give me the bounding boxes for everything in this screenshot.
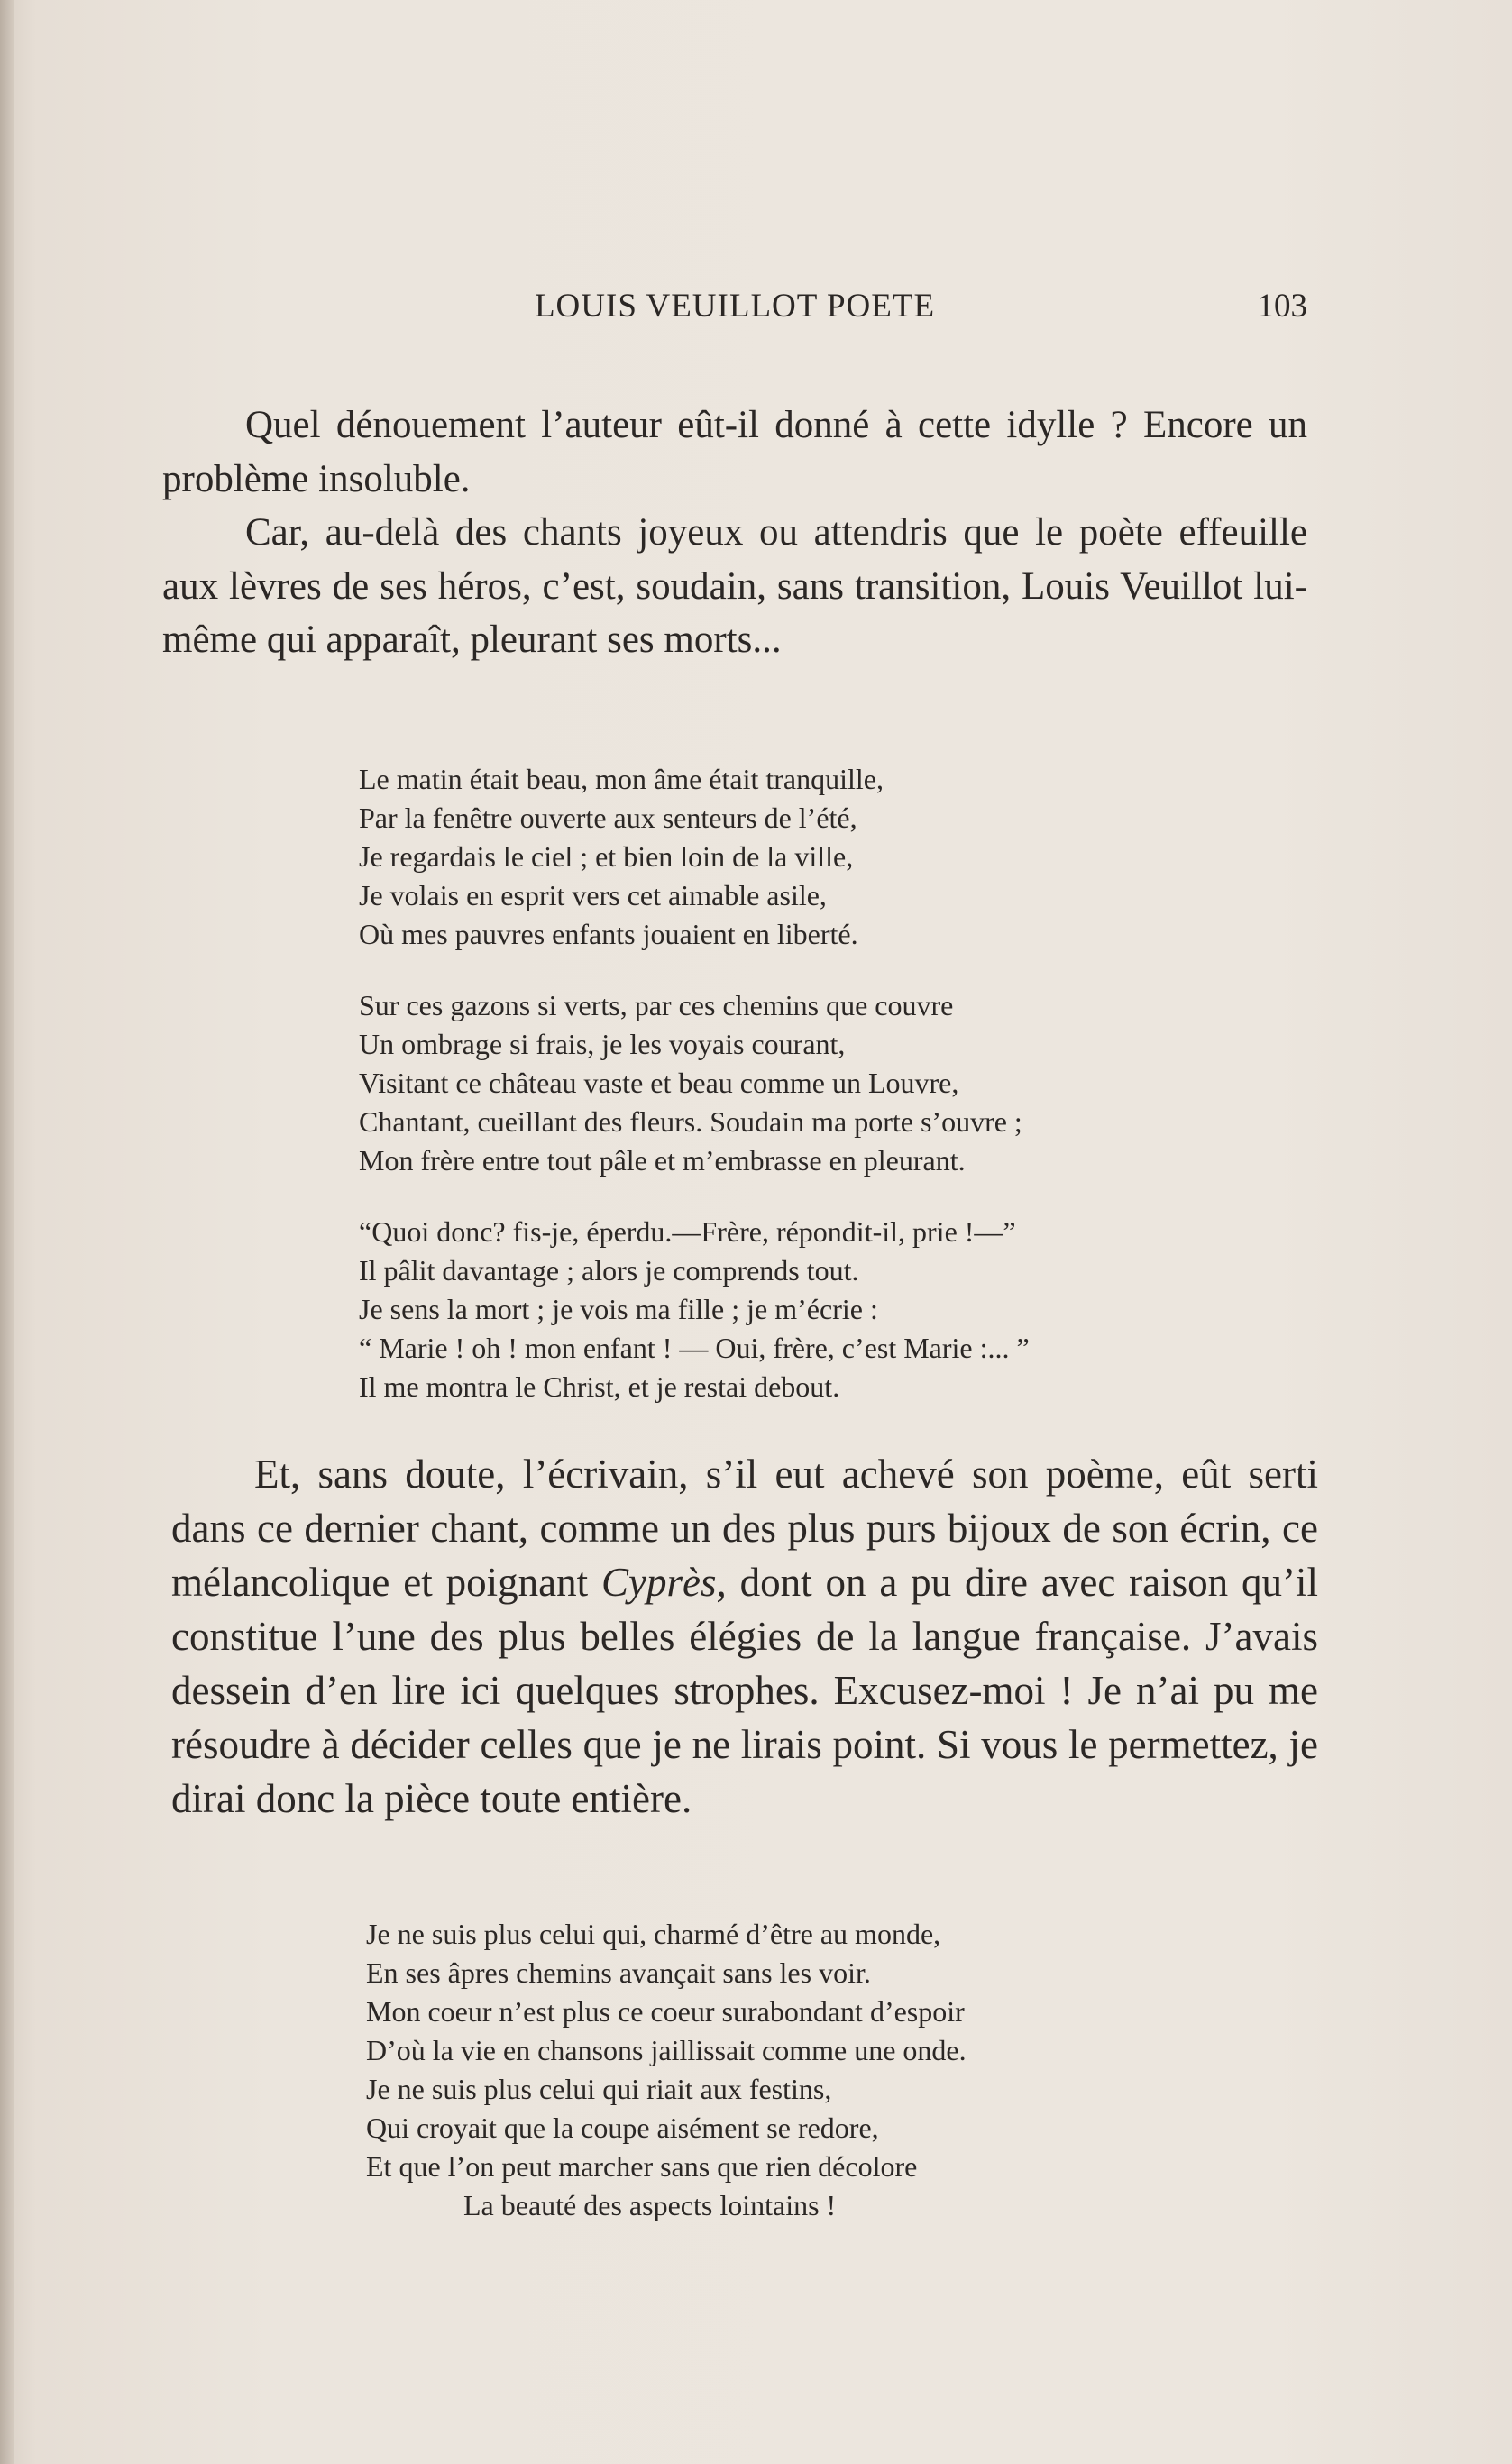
verse-line: Il pâlit davantage ; alors je comprends tout. [359, 1254, 859, 1287]
verse-line: Sur ces gazons si verts, par ces chemins que couvre [359, 989, 954, 1021]
paragraph-3-text-a: Et, sans doute, l’écrivain, s’il eut achevé son poème, eût serti dans ce dernier chant, comme un des plus purs bijoux de son écrin, ce mélancolique et poignant [171, 1452, 1318, 1605]
paragraph-3 [171, 1447, 1318, 1826]
verse-line: Qui croyait que la coupe aisément se redore, [366, 2111, 879, 2144]
verse-line: Il me montra le Christ, et je restai debout. [359, 1370, 840, 1403]
paragraph-3-text-b: dont on a pu dire avec raison qu’il constitue l’une des plus belles élégies de la langue française. J’avais dessein d’en lire ici quelques strophes. Excusez-moi ! Je n’ai pu me résoudre à décider celles que je ne lirais point. Si vous le permettez, je dirai donc la pièce toute entière. [171, 1560, 1318, 1821]
verse-line: Mon frère entre tout pâle et m’embrasse en pleurant. [359, 1144, 966, 1177]
verse-line: “ Marie ! oh ! mon enfant ! — Oui, frère, c’est Marie :... ” [359, 1332, 1030, 1364]
verse-line: “Quoi donc? fis-je, éperdu.—Frère, répondit-il, prie !—” [359, 1215, 1016, 1248]
verse-line: Je sens la mort ; je vois ma fille ; je m’écrie : [359, 1293, 878, 1325]
verse-line: Mon coeur n’est plus ce coeur surabondant d’espoir [366, 1995, 965, 2028]
verse-line: Et que l’on peut marcher sans que rien décolore [366, 2150, 918, 2183]
poem-excerpt-2 [366, 1915, 967, 2225]
verse-line: Chantant, cueillant des fleurs. Soudain ma porte s’ouvre ; [359, 1105, 1022, 1138]
verse-line-indented: La beauté des aspects lointains ! [463, 2189, 837, 2221]
stanza-2 [359, 986, 1030, 1180]
poem-title-cypres: Cyprès, [600, 1560, 727, 1605]
page-number: 103 [1257, 288, 1307, 325]
verse-line: En ses âpres chemins avançait sans les voir. [366, 1956, 871, 1989]
running-title: LOUIS VEUILLOT POETE [534, 288, 936, 325]
paragraph-2: Car, au-delà des chants joyeux ou attendris que le poète effeuille aux lèvres de ses héros, c’est, soudain, sans transition, Louis Veuillot lui-même qui apparaît, pleurant ses morts... [162, 511, 1307, 661]
stanza-1 [359, 760, 1030, 954]
stanza-3 [359, 1213, 1030, 1406]
verse-line: Je ne suis plus celui qui, charmé d’être au monde, [366, 1918, 941, 1950]
binding-edge [0, 0, 14, 2464]
opening-paragraphs [162, 398, 1307, 667]
verse-line: Je volais en esprit vers cet aimable asile, [359, 879, 827, 911]
verse-line: Visitant ce château vaste et beau comme un Louvre, [359, 1067, 959, 1099]
verse-line: Un ombrage si frais, je les voyais courant, [359, 1028, 846, 1060]
verse-line: Je ne suis plus celui qui riait aux festins, [366, 2073, 832, 2105]
paragraph-1: Quel dénouement l’auteur eût-il donné à cette idylle ? Encore un problème insoluble. [162, 404, 1307, 500]
verse-line: Je regardais le ciel ; et bien loin de la ville, [359, 840, 854, 873]
closing-paragraph [171, 1447, 1318, 1826]
verse-line: Où mes pauvres enfants jouaient en liberté. [359, 918, 858, 950]
verse-line: Par la fenêtre ouverte aux senteurs de l’été, [359, 801, 857, 834]
page-header [162, 287, 1307, 337]
poem-excerpt-1 [359, 760, 1030, 1406]
verse-line: Le matin était beau, mon âme était tranquille, [359, 763, 884, 795]
verse-line: D’où la vie en chansons jaillissait comme une onde. [366, 2034, 967, 2066]
